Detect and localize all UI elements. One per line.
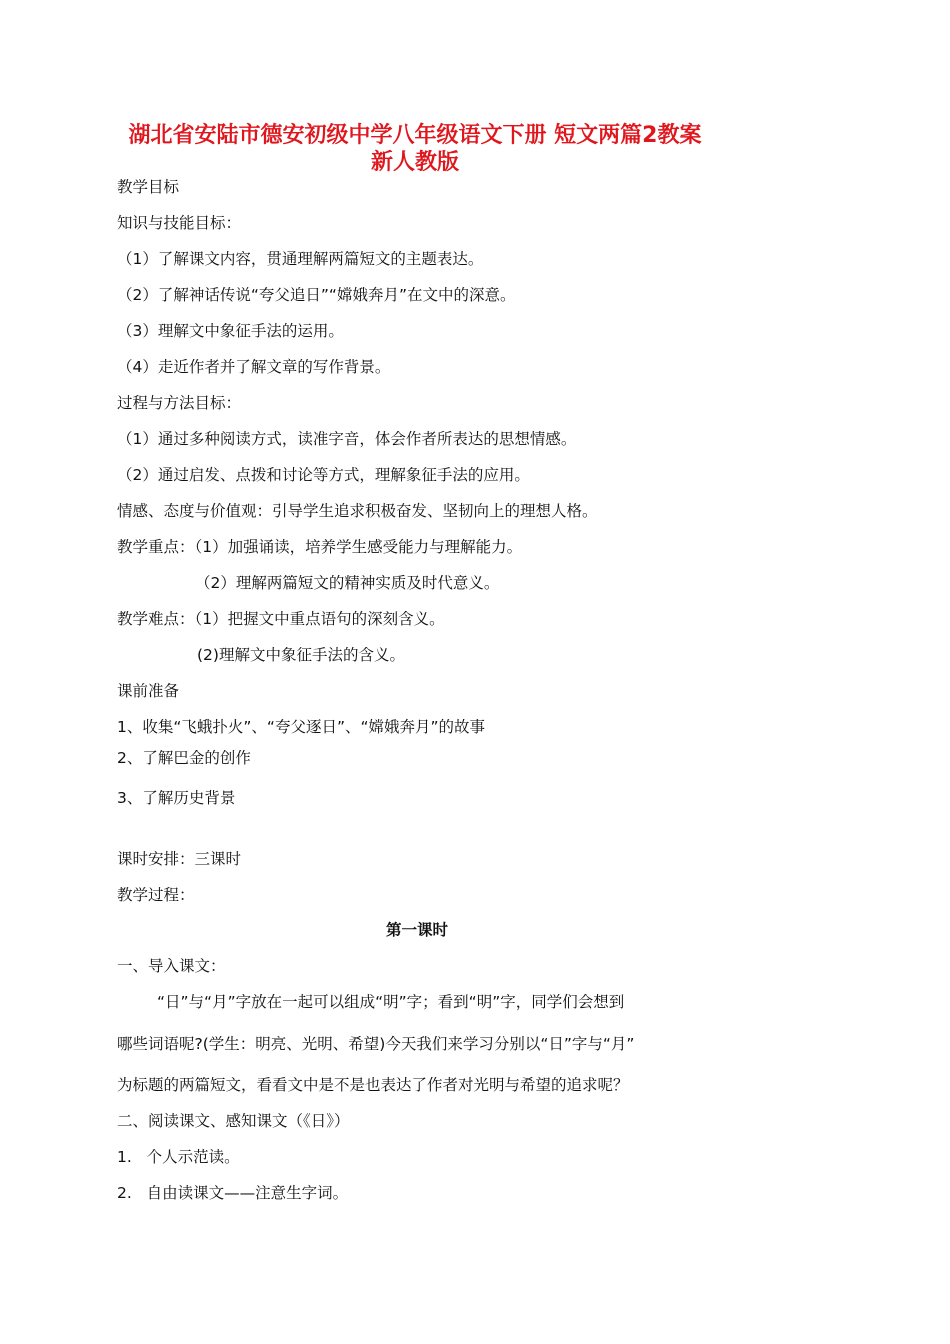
reading-heading: 二、阅读课文、感知课文（《日》） bbox=[117, 1112, 350, 1130]
process-item-1: （1）通过多种阅读方式，读准字音，体会作者所表达的思想情感。 bbox=[117, 430, 577, 448]
schedule: 课时安排：三课时 bbox=[117, 850, 242, 868]
lesson-title: 第一课时 bbox=[385, 921, 448, 939]
process-label: 教学过程： bbox=[117, 886, 195, 904]
process-heading: 过程与方法目标： bbox=[117, 394, 242, 412]
intro-paragraph-line-1: “日”与“月”字放在一起可以组成“明”字；看到“明”字，同学们会想到 bbox=[157, 993, 625, 1011]
knowledge-item-4: （4）走近作者并了解文章的写作背景。 bbox=[117, 358, 391, 376]
emotion-objective: 情感、态度与价值观：引导学生追求积极奋发、坚韧向上的理想人格。 bbox=[117, 502, 598, 520]
intro-heading: 一、导入课文： bbox=[117, 957, 226, 975]
objectives-heading: 教学目标 bbox=[117, 178, 180, 196]
reading-item-1: 1. 个人示范读。 bbox=[117, 1148, 240, 1166]
prep-item-3: 3、了解历史背景 bbox=[117, 789, 236, 807]
intro-paragraph-line-2: 哪些词语呢?(学生：明亮、光明、希望)今天我们来学习分别以“日”字与“月” bbox=[117, 1035, 635, 1053]
prep-heading: 课前准备 bbox=[117, 682, 180, 700]
document-title-line-1: 湖北省安陆市德安初级中学八年级语文下册 短文两篇2教案 bbox=[128, 123, 702, 148]
intro-paragraph-line-3: 为标题的两篇短文，看看文中是不是也表达了作者对光明与希望的追求呢？ bbox=[117, 1076, 629, 1094]
knowledge-item-1: （1）了解课文内容，贯通理解两篇短文的主题表达。 bbox=[117, 250, 484, 268]
document-title-line-2: 新人教版 bbox=[370, 150, 459, 175]
knowledge-heading: 知识与技能目标： bbox=[117, 214, 242, 232]
knowledge-item-2: （2）了解神话传说“夸父追日”“嫦娥奔月”在文中的深意。 bbox=[117, 286, 516, 304]
key-points-2: （2）理解两篇短文的精神实质及时代意义。 bbox=[195, 574, 500, 592]
knowledge-item-3: （3）理解文中象征手法的运用。 bbox=[117, 322, 344, 340]
difficult-points-2: (2)理解文中象征手法的含义。 bbox=[197, 646, 405, 664]
reading-item-2: 2. 自由读课文——注意生字词。 bbox=[117, 1184, 349, 1202]
difficult-points-1: 教学难点：（1）把握文中重点语句的深刻含义。 bbox=[117, 610, 445, 628]
key-points-1: 教学重点：（1）加强诵读，培养学生感受能力与理解能力。 bbox=[117, 538, 523, 556]
prep-item-2: 2、了解巴金的创作 bbox=[117, 749, 251, 767]
process-item-2: （2）通过启发、点拨和讨论等方式，理解象征手法的应用。 bbox=[117, 466, 530, 484]
prep-item-1: 1、收集“飞蛾扑火”、“夸父逐日”、“嫦娥奔月”的故事 bbox=[117, 718, 486, 736]
